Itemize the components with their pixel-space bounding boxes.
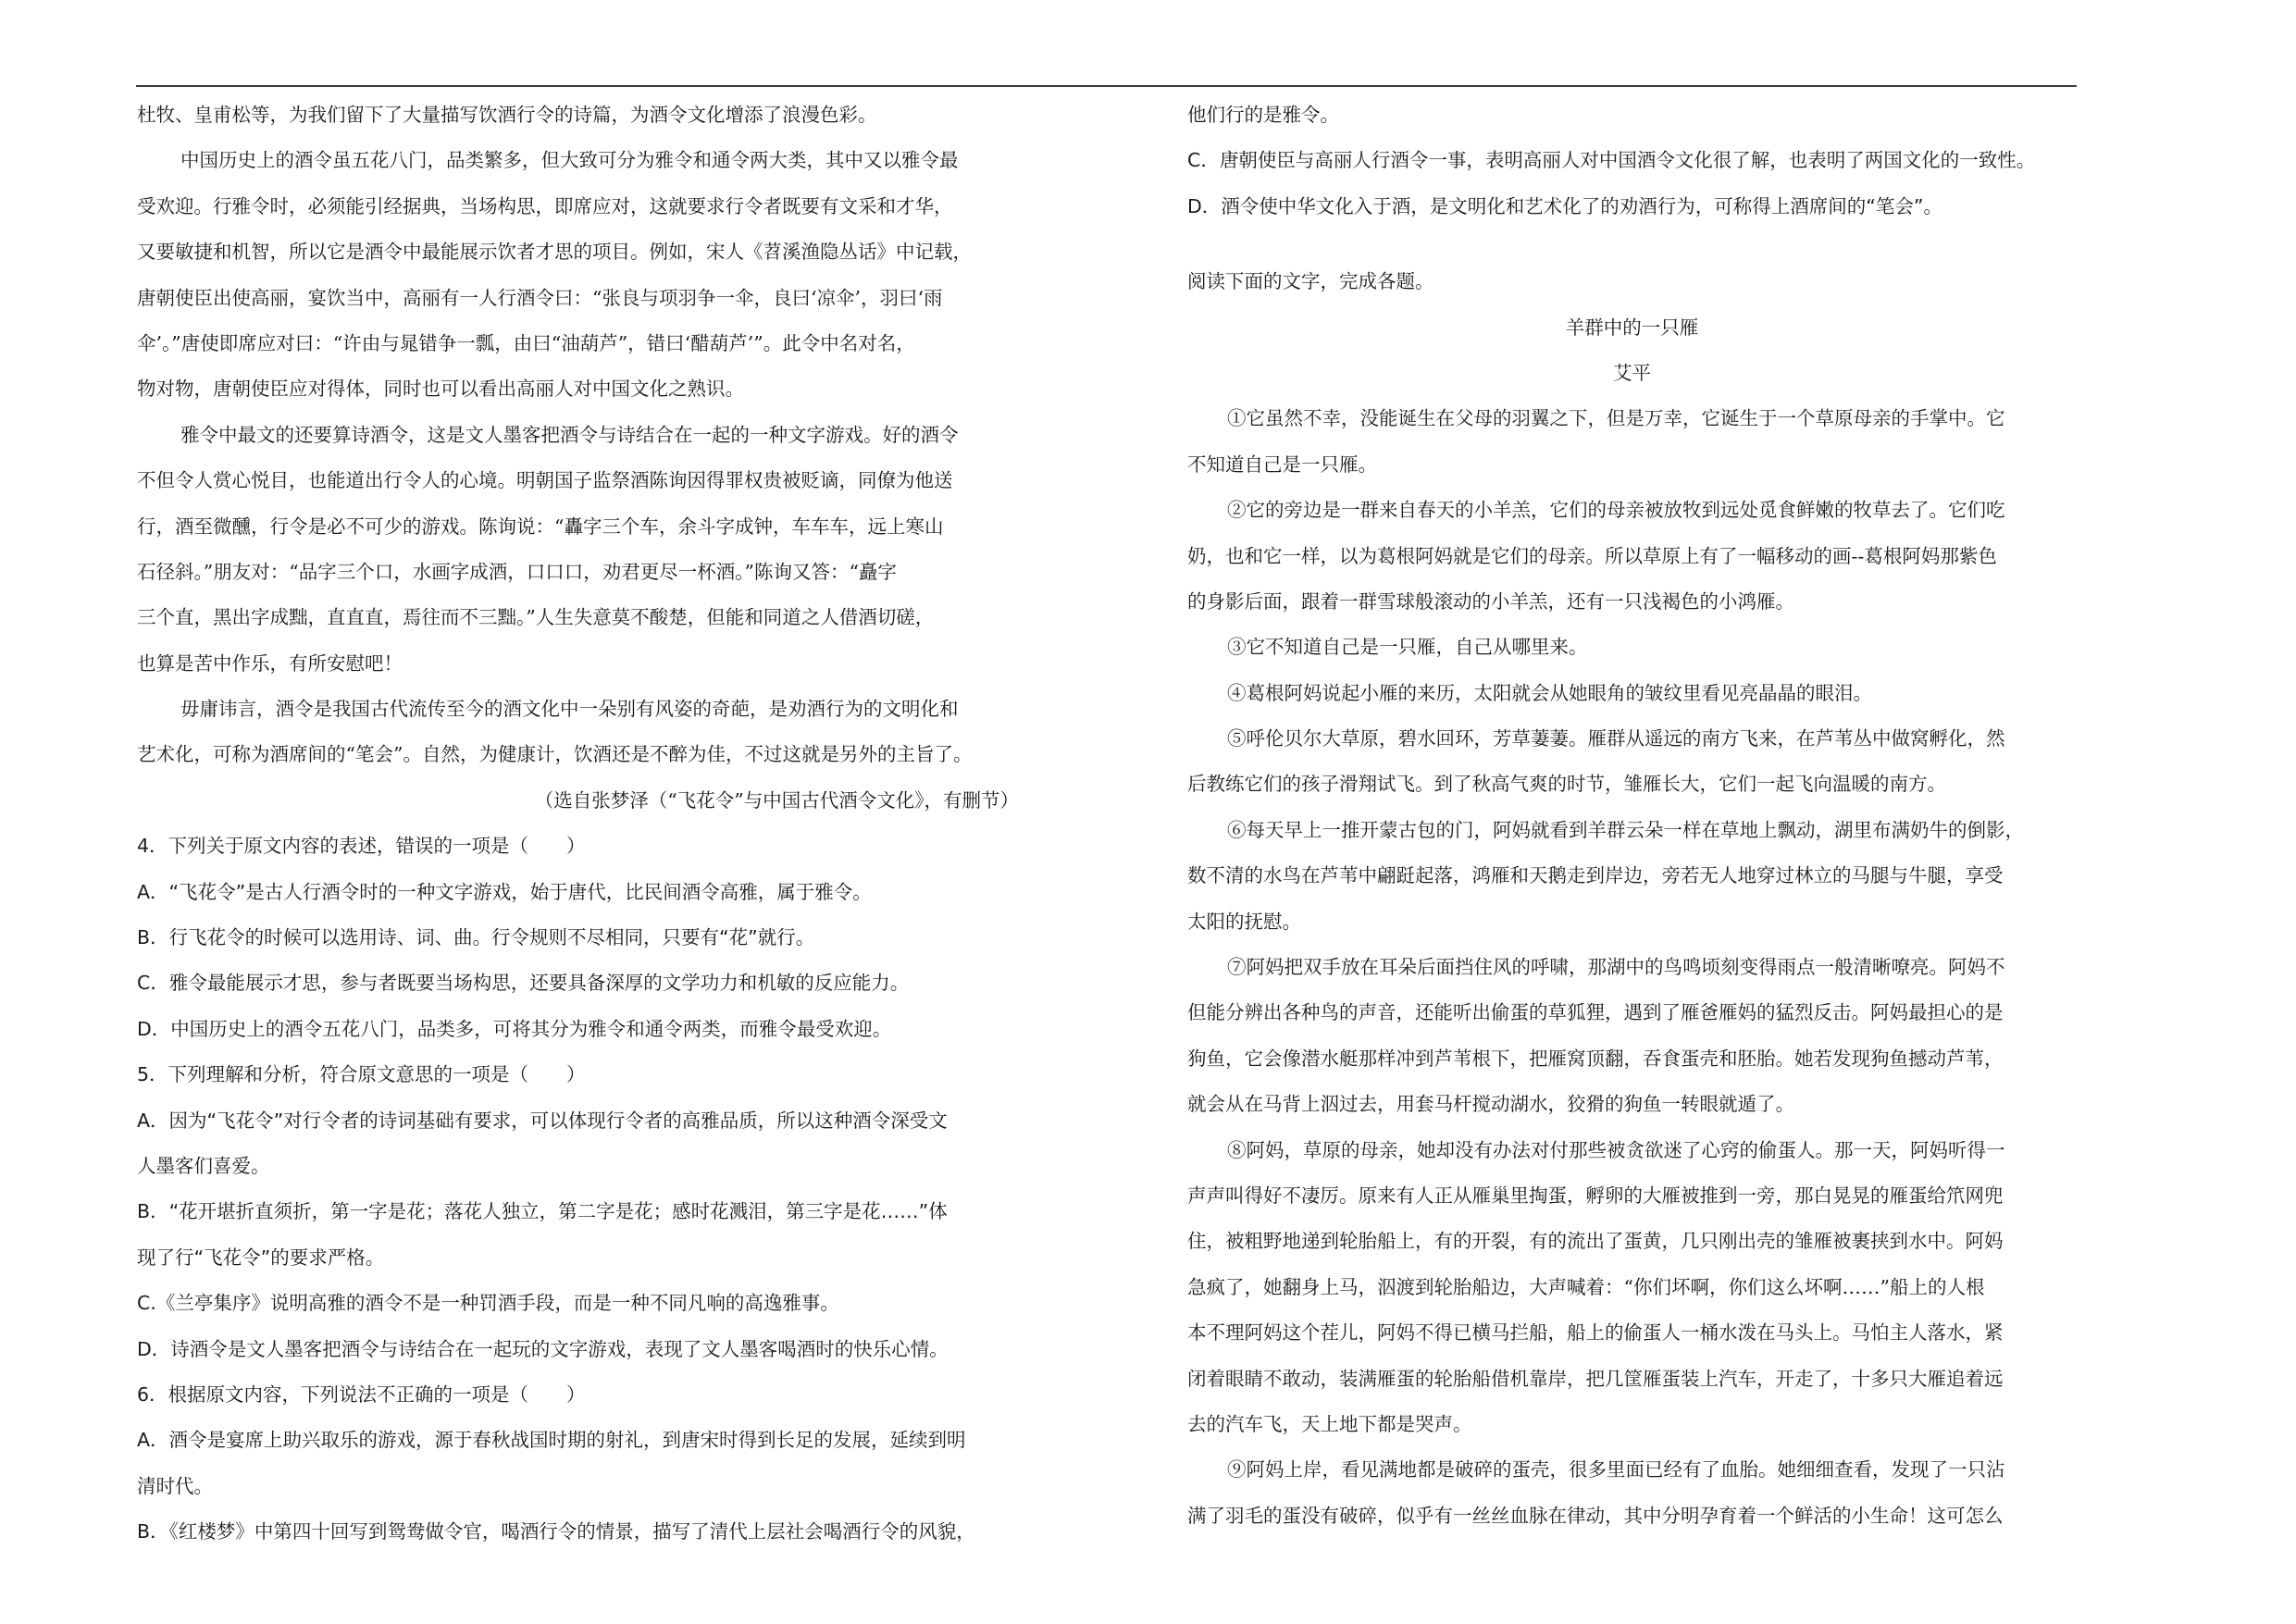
text-line: 物对物，唐朝使臣应对得体，同时也可以看出高丽人对中国文化之熟识。: [137, 378, 744, 401]
text-line: 雅令中最文的还要算诗酒令，这是文人墨客把酒令与诗结合在一起的一种文字游戏。好的酒令: [180, 423, 959, 446]
question-4-option-c: C．雅令最能展示才思，参与者既要当场构思，还要具备深厚的文学功力和机敏的反应能力。: [137, 972, 910, 995]
text-line: ⑦阿妈把双手放在耳朵后面挡住风的呼啸，那湖中的鸟鸣顷刻变得雨点一般清晰嘹亮。阿妈不: [1227, 956, 2005, 979]
text-line: 数不清的水鸟在芦苇中翩跹起落，鸿雁和天鹅走到岸边，旁若无人地穿过林立的马腿与牛腿，享受: [1187, 864, 2004, 887]
question-6-option-b-cont: 他们行的是雅令。: [1187, 104, 1339, 126]
question-6-option-a: A．酒令是宴席上助兴取乐的游戏，源于春秋战国时期的射礼，到唐宋时得到长足的发展，延续到明: [137, 1429, 966, 1452]
text-line: ⑤呼伦贝尔大草原，碧水回环，芳草萋萋。雁群从遥远的南方飞来，在芦苇丛中做窝孵化，然: [1227, 727, 2005, 750]
text-line: 三个直，黑出字成黜，直直直，焉往而不三黜。”人生失意莫不酸楚，但能和同道之人借酒切磋，: [137, 606, 935, 629]
question-4-option-d: D．中国历史上的酒令五花八门，品类多，可将其分为雅令和通令两类，而雅令最受欢迎。: [137, 1017, 892, 1040]
text-line: ③它不知道自己是一只雁，自己从哪里来。: [1227, 636, 1588, 659]
text-line: 狗鱼，它会像潜水艇那样冲到芦苇根下，把雁窝顶翻，吞食蛋壳和胚胎。她若发现狗鱼撼动芦苇，: [1187, 1047, 2004, 1070]
text-line: 就会从在马背上泅过去，用套马杆搅动湖水，狡猾的狗鱼一转眼就遁了。: [1187, 1093, 1794, 1116]
story-title: 羊群中的一只雁: [1565, 316, 1699, 339]
question-5-option-d: D．诗酒令是文人墨客把酒令与诗结合在一起玩的文字游戏，表现了文人墨客喝酒时的快乐心情。: [137, 1337, 949, 1360]
text-line: 艺术化，可称为酒席间的“笔会”。自然，为健康计，饮酒还是不醉为佳，不过这就是另外的主旨了。: [137, 743, 973, 766]
question-6-option-a-cont: 清时代。: [137, 1474, 213, 1497]
text-line: 不知道自己是一只雁。: [1187, 452, 1377, 476]
question-5-option-b: B．“花开堪折直须折，第一字是花；落花人独立，第二字是花；感时花溅泪，第三字是花……”体: [137, 1200, 948, 1223]
text-line: ⑧阿妈，草原的母亲，她却没有办法对付那些被贪欲迷了心窍的偷蛋人。那一天，阿妈听得一: [1227, 1138, 2005, 1161]
question-4-option-b: B．行飞花令的时候可以选用诗、词、曲。行令规则不尽相同，只要有“花”就行。: [137, 926, 815, 949]
question-5-option-c: C.《兰亭集序》说明高雅的酒令不是一种罚酒手段，而是一种不同凡响的高逸雅事。: [137, 1292, 839, 1315]
text-line: 不但令人赏心悦目，也能道出行令人的心境。明朝国子监祭酒陈询因得罪权贵被贬谪，同僚为他送: [137, 469, 953, 492]
text-line: 太阳的抚慰。: [1187, 910, 1301, 933]
text-line: ④葛根阿妈说起小雁的来历，太阳就会从她眼角的皱纹里看见亮晶晶的眼泪。: [1227, 681, 1872, 704]
text-line: 杜牧、皇甫松等，为我们留下了大量描写饮酒行令的诗篇，为酒令文化增添了浪漫色彩。: [137, 104, 877, 126]
text-line: 石径斜。”朋友对：“品字三个口，水画字成酒，口口口，劝君更尽一杯酒。”陈询又答：“矗字: [137, 560, 897, 583]
question-6-option-b: B．《红楼梦》中第四十回写到鸳鸯做令官，喝酒行令的情景，描写了清代上层社会喝酒行令的风貌，: [137, 1520, 975, 1543]
text-line: ①它虽然不幸，没能诞生在父母的羽翼之下，但是万幸，它诞生于一个草原母亲的手掌中。它: [1227, 407, 2005, 430]
text-line: ②它的旁边是一群来自春天的小羊羔，它们的母亲被放牧到远处觅食鲜嫩的牧草去了。它们吃: [1227, 499, 2005, 522]
text-line: 闭着眼睛不敢动，装满雁蛋的轮胎船借机靠岸，把几筐雁蛋装上汽车，开走了，十多只大雁追着远: [1187, 1367, 2004, 1390]
text-line: 受欢迎。行雅令时，必须能引经据典，当场构思，即席应对，这就要求行令者既要有文采和才华，: [137, 194, 953, 217]
question-5-option-a-cont: 人墨客们喜爱。: [137, 1154, 270, 1177]
text-line: 行，酒至微醺，行令是必不可少的游戏。陈询说：“轟字三个车，余斗字成钟，车车车，远上寒山: [137, 514, 944, 538]
text-line: 唐朝使臣出使高丽，宴饮当中，高丽有一人行酒令曰：“张良与项羽争一伞，良曰‘凉伞’，羽曰‘雨: [137, 286, 943, 309]
text-line: 声声叫得好不凄厉。原来有人正从雁巢里掏蛋，孵卵的大雁被推到一旁，那白晃晃的雁蛋给笊网兜: [1187, 1184, 2004, 1207]
source-citation: （选自张梦泽（“飞花令”与中国古代酒令文化》，有删节）: [534, 788, 1019, 812]
text-line: 满了羽毛的蛋没有破碎，似乎有一丝丝血脉在律动，其中分明孕育着一个鲜活的小生命！这可怎么: [1187, 1504, 2004, 1527]
question-6-option-c: C．唐朝使臣与高丽人行酒令一事，表明高丽人对中国酒令文化很了解，也表明了两国文化的一致性。: [1187, 149, 2036, 172]
text-line: 但能分辨出各种鸟的声音，还能听出偷蛋的草狐狸，遇到了雁爸雁妈的猛烈反击。阿妈最担心的是: [1187, 1001, 2004, 1024]
text-line: 也算是苦中作乐，有所安慰吧！: [137, 651, 403, 675]
spacer: [1187, 229, 2077, 259]
text-line: 的身影后面，跟着一群雪球般滚动的小羊羔，还有一只浅褐色的小鸿雁。: [1187, 589, 1794, 613]
question-5-option-a: A．因为“飞花令”对行令者的诗词基础有要求，可以体现行令者的高雅品质，所以这种酒令深受文: [137, 1109, 948, 1132]
text-line: 后教练它们的孩子滑翔试飞。到了秋高气爽的时节，雏雁长大，它们一起飞向温暖的南方。: [1187, 773, 1946, 796]
left-column: [137, 93, 1023, 1556]
text-line: ⑥每天早上一推开蒙古包的门，阿妈就看到羊群云朵一样在草地上飘动，湖里布满奶牛的倒影，: [1227, 818, 2024, 841]
header-rule: [136, 85, 2077, 87]
reading-prompt: 阅读下面的文字，完成各题。: [1187, 270, 1434, 293]
text-line: 本不理阿妈这个茬儿，阿妈不得已横马拦船，船上的偷蛋人一桶水泼在马头上。马怕主人落水，紧: [1187, 1321, 2004, 1345]
text-line: 住，被粗野地递到轮胎船上，有的开裂，有的流出了蛋黄，几只刚出壳的雏雁被裹挟到水中。阿妈: [1187, 1230, 2004, 1253]
text-line: ⑨阿妈上岸，看见满地都是破碎的蛋壳，很多里面已经有了血胎。她细细查看，发现了一只沾: [1227, 1458, 2005, 1481]
text-line: 毋庸讳言，酒令是我国古代流传至今的酒文化中一朵别有风姿的奇葩，是劝酒行为的文明化和: [180, 698, 959, 721]
question-6-option-d: D．酒令使中华文化入于酒，是文明化和艺术化了的劝酒行为，可称得上酒席间的“笔会”。: [1187, 194, 1943, 217]
text-line: 又要敏捷和机智，所以它是酒令中最能展示饮者才思的项目。例如，宋人《苕溪渔隐丛话》中记载，: [137, 241, 972, 264]
story-author: 艾平: [1613, 361, 1651, 384]
text-line: 去的汽车飞，天上地下都是哭声。: [1187, 1412, 1472, 1435]
text-line: 伞’。”唐使即席应对曰：“许由与晁错争一瓢，由曰“油葫芦”，错曰‘醋葫芦’”。此令中名对名，: [137, 331, 915, 354]
text-line: 奶，也和它一样，以为葛根阿妈就是它们的母亲。所以草原上有了一幅移动的画--葛根阿妈那紫色: [1187, 544, 1997, 567]
question-5-stem: 5．下列理解和分析，符合原文意思的一项是（ ）: [137, 1063, 586, 1086]
question-6-stem: 6．根据原文内容，下列说法不正确的一项是（ ）: [137, 1382, 586, 1406]
text-line: 中国历史上的酒令虽五花八门，品类繁多，但大致可分为雅令和通令两大类，其中又以雅令最: [180, 149, 959, 172]
text-line: 急疯了，她翻身上马，泅渡到轮胎船边，大声喊着：“你们坏啊，你们这么坏啊……”船上的人根: [1187, 1275, 1985, 1298]
right-column: [1187, 93, 2077, 1539]
question-4-option-a: A．“飞花令”是古人行酒令时的一种文字游戏，始于唐代，比民间酒令高雅，属于雅令。: [137, 880, 872, 903]
question-5-option-b-cont: 现了行“飞花令”的要求严格。: [137, 1246, 385, 1269]
question-4-stem: 4．下列关于原文内容的表述，错误的一项是（ ）: [137, 835, 586, 858]
